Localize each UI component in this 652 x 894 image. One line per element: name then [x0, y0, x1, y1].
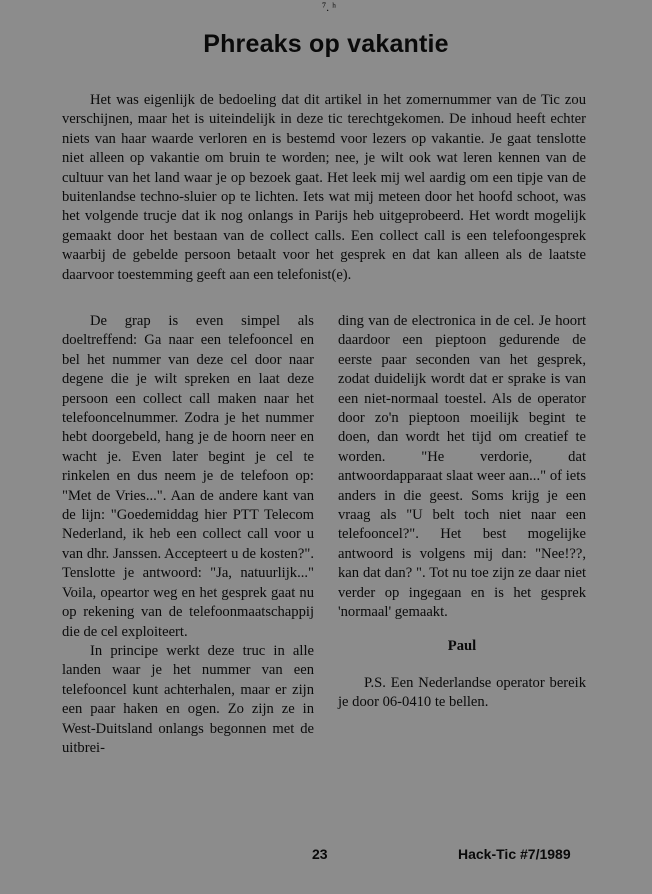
page-number: 23 — [312, 846, 328, 862]
intro-paragraph: Het was eigenlijk de bedoeling dat dit artikel in het zomernummer van de Tic zou verschijnen, maar het is uiteindelijk in deze tic terechtgekomen. De inhoud heeft echter niets van haar waarde verloren en is bestemd voor lezers op vakantie. Je gaat tenslotte niet alleen op vakantie om bruin te worden; nee, je wilt ook wat leren kennen van de cultuur van het land waar je op bezoek gaat. Het leek mij wel aardig om een tipje van de buitenlandse techno-sluier op te lichten. Iets wat mij meteen door het hoofd schoot, was het volgende trucje dat ik nog onlangs in Parijs heb uitgeprobeerd. Het wordt mogelijk gemaakt door het bestaan van de collect calls. Een collect call is een telefoongesprek waarbij de gebelde persoon betaalt voor het gesprek en dat kan alleen als de laatste daarvoor toestemming geeft aan een telefonist(e). — [62, 92, 586, 283]
page-mark: ⁷. ʰ — [322, 0, 337, 14]
issue-label: Hack-Tic #7/1989 — [458, 846, 571, 862]
left-paragraph-1: De grap is even simpel als doeltreffend: Ga naar een telefooncel en bel het nummer van deze cel door naar degene die je wilt spreken en laat deze persoon een collect call maken naar het telefooncelnummer. Zodra je het nummer hebt doorgebeld, hang je de hoorn neer en wacht je. Even later begint je cel te rinkelen en dus neem je de telefoon op: "Met de Vries...". Aan de andere kant van de lijn: "Goedemiddag hier PTT Telecom Nederland, ik heb een collect call voor u van dhr. Janssen. Accepteert u de kosten?". Tenslotte je antwoord: "Ja, natuurlijk..." Voila, opeartor weg en het gesprek gaat nu op rekening van de telefoonmaatschappij die de cel exploiteert. — [62, 313, 314, 640]
postscript: P.S. Een Nederlandse operator bereik je door 06-0410 te bellen. — [338, 674, 586, 711]
intro-paragraph-block — [62, 91, 586, 285]
left-column — [62, 312, 314, 758]
article-title: Phreaks op vakantie — [203, 30, 449, 58]
right-column — [338, 312, 586, 713]
right-paragraph-1: ding van de electronica in de cel. Je hoort daardoor een pieptoon gedurende de eerste paar seconden van het gesprek, zodat duidelijk wordt dat er sprake is van een niet-normaal toestel. Als de operator door zo'n pieptoon moeilijk begint te doen, dan wordt het tijd om creatief te worden. "He verdorie, dat antwoordapparaat slaat weer aan..." of iets anders in die geest. Soms krijg je een vraag als "U belt toch niet naar een telefooncel?". Het best mogelijke antwoord is volgens mij dan: "Nee!??, kan dat dan? ". Tot nu toe zijn ze daar niet verder op ingegaan en is het gesprek 'normaal' gemaakt. — [338, 313, 586, 621]
left-paragraph-2: In principe werkt deze truc in alle landen waar je het nummer van een telefooncel kunt achterhalen, maar er zijn een paar haken en ogen. Zo zijn ze in West-Duitsland onlangs begonnen met de uitbrei- — [62, 642, 314, 756]
author-signature: Paul — [447, 637, 477, 654]
